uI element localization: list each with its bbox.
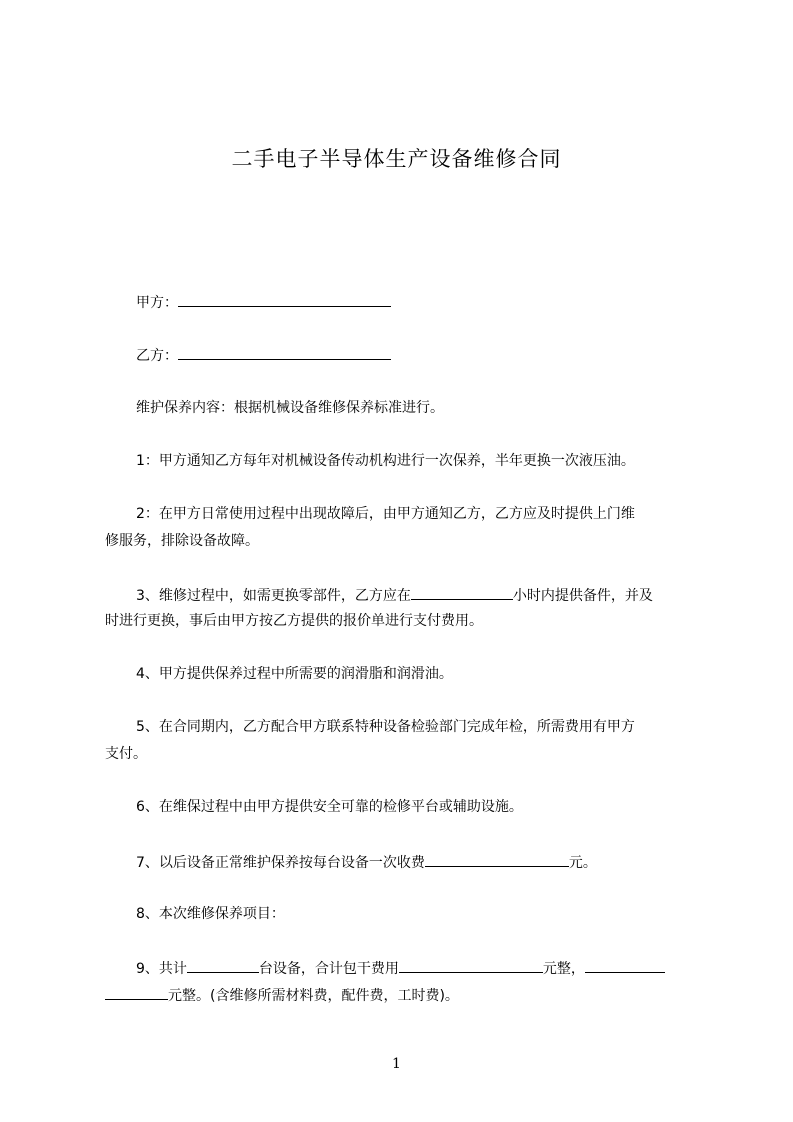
clause-3-line-2: 时进行更换，事后由甲方按乙方提供的报价单进行支付费用。 — [105, 613, 483, 629]
page-number: 1 — [392, 1056, 401, 1072]
clause-1: 1：甲方通知乙方每年对机械设备传动机构进行一次保养，半年更换一次液压油。 — [136, 453, 635, 469]
clause-3-text-b: 小时内提供备件，并及 — [512, 588, 653, 604]
clause-3-hours-blank — [411, 584, 513, 600]
content-intro: 维护保养内容：根据机械设备维修保养标准进行。 — [136, 400, 444, 416]
clause-9-text-a: 9、共计 — [136, 961, 187, 977]
clause-2-line-1: 2：在甲方日常使用过程中出现故障后，由甲方通知乙方，乙方应及时提供上门维 — [136, 506, 635, 522]
clause-7 — [136, 851, 741, 873]
clause-8: 8、本次维修保养项目： — [136, 906, 285, 922]
clause-9-text-b: 台设备，合计包干费用 — [258, 961, 399, 977]
document-title: 二手电子半导体生产设备维修合同 — [231, 147, 562, 171]
clause-5-line-1: 5、在合同期内，乙方配合甲方联系特种设备检验部门完成年检，所需费用有甲方 — [136, 719, 635, 735]
clause-5-line-2: 支付。 — [105, 746, 147, 762]
clause-9-words-blank-a — [585, 957, 665, 973]
clause-9-count-blank — [187, 957, 259, 973]
clause-9-line-1 — [136, 957, 741, 979]
clause-9-text-l2: 元整。(含维修所需材料费，配件费，工时费)。 — [168, 988, 459, 1004]
clause-7-fee-blank — [425, 851, 569, 867]
clause-7-text-a: 7、以后设备正常维护保养按每台设备一次收费 — [136, 855, 425, 871]
clause-9-text-c: 元整， — [542, 961, 585, 977]
clause-3-line-1 — [136, 584, 741, 606]
party-a-line — [136, 291, 741, 313]
party-b-label: 乙方： — [136, 348, 178, 364]
clause-6: 6、在维保过程中由甲方提供安全可靠的检修平台或辅助设施。 — [136, 799, 523, 815]
party-a-label: 甲方： — [136, 295, 178, 311]
party-b-line — [136, 344, 741, 366]
clause-9-total-blank — [399, 957, 543, 973]
party-a-blank — [178, 291, 391, 307]
clause-9-words-blank-b — [105, 984, 168, 1000]
clause-3-text-a: 3、维修过程中，如需更换零部件，乙方应在 — [136, 588, 411, 604]
clause-4: 4、甲方提供保养过程中所需要的润滑脂和润滑油。 — [136, 666, 453, 682]
clause-9-line-2 — [105, 984, 710, 1006]
party-b-blank — [178, 344, 391, 360]
clause-7-text-b: 元。 — [568, 855, 597, 871]
clause-2-line-2: 修服务，排除设备故障。 — [105, 533, 259, 549]
